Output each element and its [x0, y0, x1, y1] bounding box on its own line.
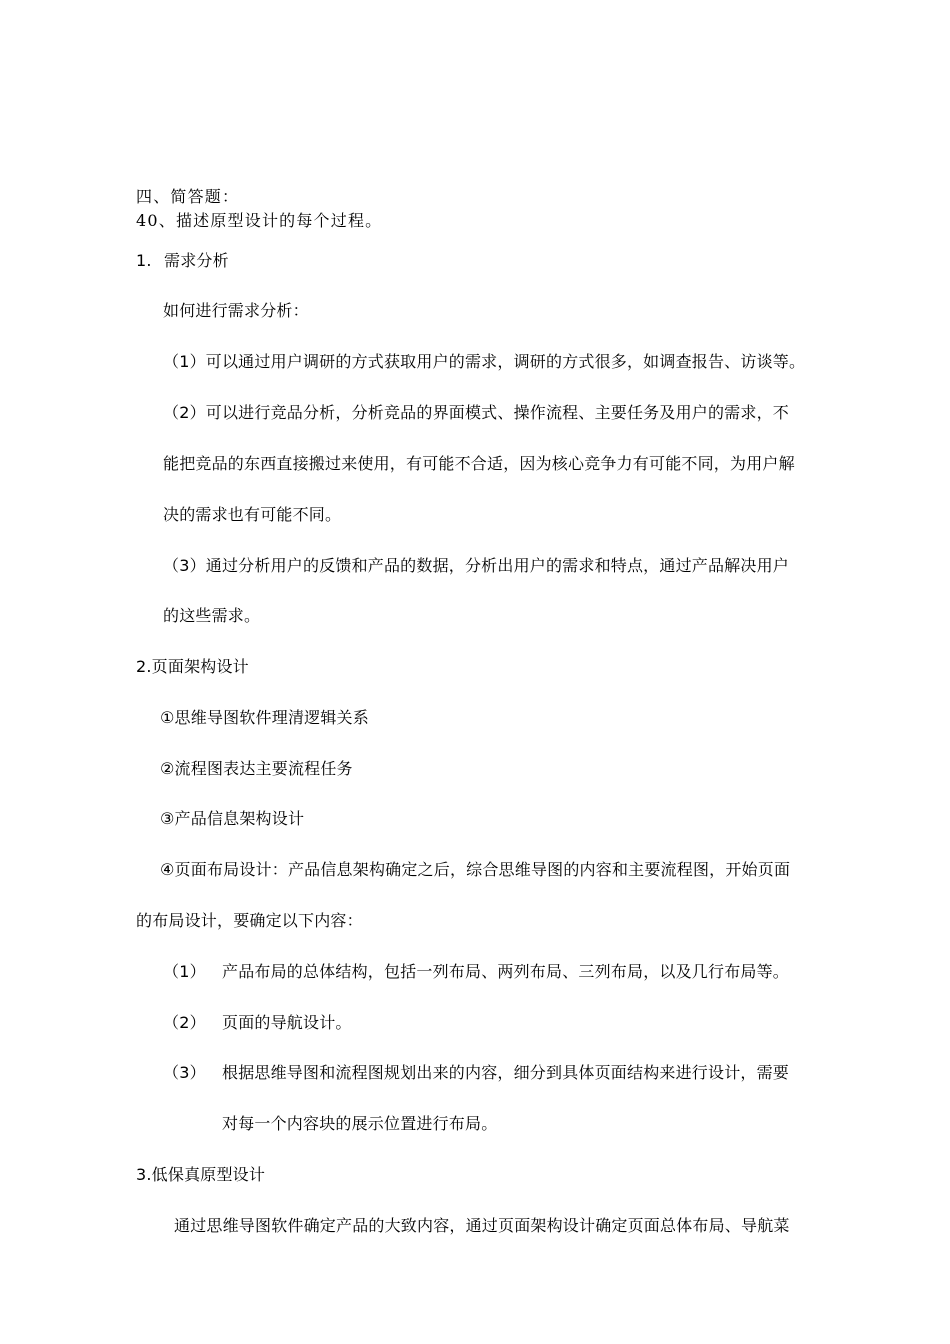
section2-heading: 2.页面架构设计: [136, 657, 249, 676]
section1-item3-line2: 的这些需求。: [163, 606, 261, 625]
section2-sub3-number: （3）: [163, 1063, 206, 1082]
section1-heading-text: 需求分析: [164, 251, 229, 270]
section2-sub2-text: 页面的导航设计。: [222, 1013, 352, 1032]
section1-item3-line1: （3）通过分析用户的反馈和产品的数据，分析出用户的需求和特点，通过产品解决用户: [163, 556, 789, 575]
section2-point4-line2: 的布局设计，要确定以下内容：: [136, 911, 363, 930]
section2-sub2-number: （2）: [163, 1013, 206, 1032]
section1-heading: [136, 250, 229, 272]
section2-point4-line1: ④页面布局设计：产品信息架构确定之后，综合思维导图的内容和主要流程图，开始页面: [160, 860, 791, 879]
section1-item2-line1: （2）可以进行竞品分析，分析竞品的界面模式、操作流程、主要任务及用户的需求，不: [163, 403, 789, 422]
section2-sub3-text-line1: 根据思维导图和流程图规划出来的内容，细分到具体页面结构来进行设计，需要: [222, 1063, 790, 1082]
section2-point1: ①思维导图软件理清逻辑关系: [160, 708, 369, 727]
section3-text-line1: 通过思维导图软件确定产品的大致内容，通过页面架构设计确定页面总体布局、导航菜: [174, 1216, 790, 1235]
question-title: 40、描述原型设计的每个过程。: [136, 211, 383, 230]
section1-item1: （1）可以通过用户调研的方式获取用户的需求，调研的方式很多，如调查报告、访谈等。: [163, 352, 806, 371]
section1-item2-line2: 能把竞品的东西直接搬过来使用，有可能不合适，因为核心竞争力有可能不同，为用户解: [163, 454, 795, 473]
section1-item2-line3: 决的需求也有可能不同。: [163, 505, 342, 524]
section1-number: 1.: [136, 251, 152, 270]
section-heading: 四、简答题：: [136, 187, 240, 206]
section2-sub1-number: （1）: [163, 962, 206, 981]
section2-point3: ③产品信息架构设计: [160, 809, 305, 828]
section2-sub1-text: 产品布局的总体结构，包括一列布局、两列布局、三列布局，以及几行布局等。: [222, 962, 790, 981]
section2-point2: ②流程图表达主要流程任务: [160, 759, 353, 778]
section3-heading: 3.低保真原型设计: [136, 1165, 266, 1184]
section2-sub3-text-line2: 对每一个内容块的展示位置进行布局。: [222, 1114, 498, 1133]
section1-intro: 如何进行需求分析：: [163, 301, 309, 320]
